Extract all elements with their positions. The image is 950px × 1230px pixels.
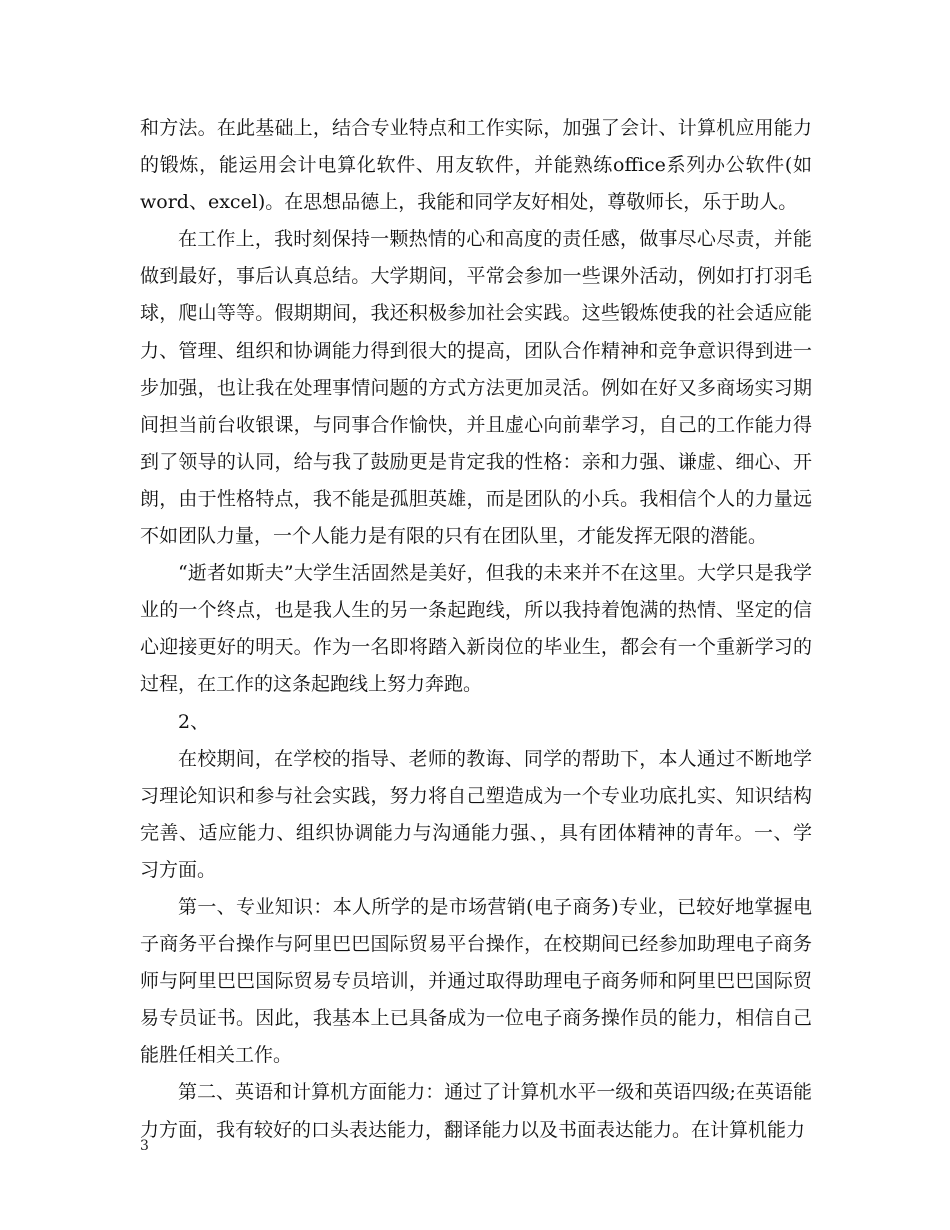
paragraph-3: “逝者如斯夫”大学生活固然是美好，但我的未来并不在这里。大学只是我学业的一个终点，也是我人生的另一条起跑线，所以我持着饱满的热情、坚定的信心迎接更好的明天。作为一名即将踏入新岗位的毕业生，都会有一个重新学习的过程，在工作的这条起跑线上努力奔跑。 (140, 562, 812, 696)
body-text (140, 110, 812, 1149)
paragraph-5: 第一、专业知识：本人所学的是市场营销(电子商务)专业，已较好地掌握电子商务平台操作与阿里巴巴国际贸易平台操作，在校期间已经参加助理电子商务师与阿里巴巴国际贸易专员培训，并通过取得助理电子商务师和阿里巴巴国际贸易专员证书。因此，我基本上已具备成为一位电子商务操作员的能力，相信自己能胜任相关工作。 (140, 895, 812, 1067)
paragraph-2: 在工作上，我时刻保持一颗热情的心和高度的责任感，做事尽心尽责，并能做到最好，事后认真总结。大学期间，平常会参加一些课外活动，例如打打羽毛球，爬山等等。假期期间，我还积极参加社会实践。这些锻炼使我的社会适应能力、管理、组织和协调能力得到很大的提高，团队合作精神和竞争意识得到进一步加强，也让我在处理事情问题的方式方法更加灵活。例如在好又多商场实习期间担当前台收银课，与同事合作愉快，并且虚心向前辈学习，自己的工作能力得到了领导的认同，给与我了鼓励更是肯定我的性格：亲和力强、谦虚、细心、开朗，由于性格特点，我不能是孤胆英雄，而是团队的小兵。我相信个人的力量远不如团队力量，一个人能力是有限的只有在团队里，才能发挥无限的潜能。 (140, 228, 812, 548)
paragraph-1: 和方法。在此基础上，结合专业特点和工作实际，加强了会计、计算机应用能力的锻炼，能运用会计电算化软件、用友软件，并能熟练office系列办公软件(如word、excel)。在思想品德上，我能和同学友好相处，尊敬师长，乐于助人。 (140, 117, 812, 214)
section-number: 2、 (178, 710, 210, 733)
page-number: 3 (140, 1138, 149, 1154)
paragraph-6: 第二、英语和计算机方面能力：通过了计算机水平一级和英语四级;在英语能力方面，我有较好的口头表达能力，翻译能力以及书面表达能力。在计算机能力 (140, 1081, 812, 1141)
paragraph-4: 在校期间，在学校的指导、老师的教诲、同学的帮助下，本人通过不断地学习理论知识和参与社会实践，努力将自己塑造成为一个专业功底扎实、知识结构完善、适应能力、组织协调能力与沟通能力强、，具有团体精神的青年。一、学习方面。 (140, 747, 812, 881)
